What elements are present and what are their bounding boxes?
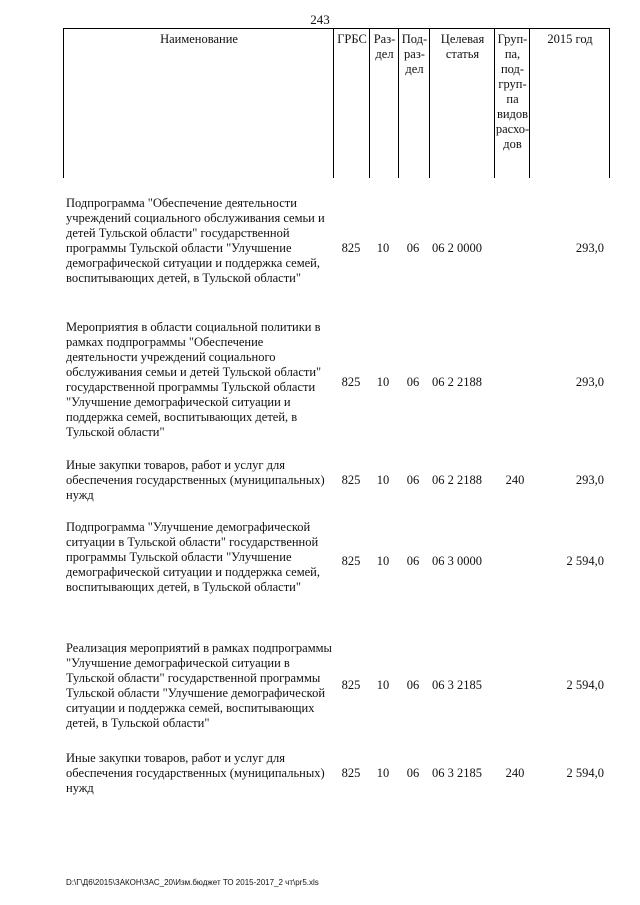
row-target: 06 3 0000 (432, 554, 482, 568)
row-group: 240 (505, 473, 525, 487)
row-grbs: 825 (341, 241, 361, 255)
table-header (0, 28, 640, 178)
row-razdel: 10 (376, 375, 390, 389)
row-grbs: 825 (341, 375, 361, 389)
row-target: 06 2 2188 (432, 473, 482, 487)
row-podrazdel: 06 (406, 766, 420, 780)
row-name: Мероприятия в области социальной политики в рамках подпрограммы "Обеспечение деятельности учреждений социального обслуживания семьи и детей Тульской области" государственной программы Тульской области "Улучшение демографической ситуации и поддержка семей, воспитывающих детей, в Тульской области" (66, 320, 322, 439)
column-header-amount: 2015 год (529, 28, 610, 178)
column-header-name: Наименование (63, 28, 334, 178)
column-header-target: Целевая статья (429, 28, 495, 178)
row-amount: 2 594,0 (566, 554, 604, 568)
row-name: Иные закупки товаров, работ и услуг для обеспечения государственных (муниципальных) нужд (66, 458, 325, 502)
row-razdel: 10 (376, 766, 390, 780)
row-group: 240 (505, 766, 525, 780)
row-amount: 293,0 (575, 375, 604, 389)
row-amount: 293,0 (575, 473, 604, 487)
header-right-border (609, 28, 610, 178)
row-target: 06 2 2188 (432, 375, 482, 389)
row-podrazdel: 06 (406, 241, 420, 255)
file-path-footer: D:\Г\Д6\2015\ЗАКОН\ЗАС_20\Изм.бюджет ТО 2015-2017_2 чт\pr5.xls (66, 878, 319, 887)
row-amount: 2 594,0 (566, 766, 604, 780)
row-name: Реализация мероприятий в рамках подпрограммы "Улучшение демографической ситуации в Тульской области" государственной программы Тульской области "Улучшение демографической ситуации и поддержка семей, воспитывающих детей, в Тульской области" (66, 641, 332, 730)
row-grbs: 825 (341, 554, 361, 568)
page-number: 243 (310, 12, 330, 27)
row-target: 06 3 2185 (432, 766, 482, 780)
row-grbs: 825 (341, 473, 361, 487)
row-podrazdel: 06 (406, 678, 420, 692)
row-grbs: 825 (341, 766, 361, 780)
row-razdel: 10 (376, 554, 390, 568)
column-header-group: Груп- па, под- груп- па видов расхо- дов (494, 28, 530, 178)
column-header-grbs: ГРБС (333, 28, 370, 178)
row-podrazdel: 06 (406, 473, 420, 487)
row-razdel: 10 (376, 473, 390, 487)
row-razdel: 10 (376, 678, 390, 692)
row-name: Подпрограмма "Улучшение демографической ситуации в Тульской области" государственной программы Тульской области "Улучшение демографической ситуации и поддержка семей, воспитывающих детей, в Тульской области" (66, 520, 320, 594)
row-target: 06 2 0000 (432, 241, 482, 255)
row-name: Иные закупки товаров, работ и услуг для обеспечения государственных (муниципальных) нужд (66, 751, 325, 795)
row-razdel: 10 (376, 241, 390, 255)
row-name: Подпрограмма "Обеспечение деятельности учреждений социального обслуживания семьи и детей Тульской области" государственной программы Тульской области "Улучшение демографической ситуации и поддержка семей, воспитывающих детей, в Тульской области" (66, 196, 325, 285)
row-grbs: 825 (341, 678, 361, 692)
column-header-podrazdel: Под- раз- дел (398, 28, 430, 178)
row-target: 06 3 2185 (432, 678, 482, 692)
row-amount: 293,0 (575, 241, 604, 255)
row-amount: 2 594,0 (566, 678, 604, 692)
column-header-razdel: Раз- дел (369, 28, 399, 178)
row-podrazdel: 06 (406, 375, 420, 389)
row-podrazdel: 06 (406, 554, 420, 568)
